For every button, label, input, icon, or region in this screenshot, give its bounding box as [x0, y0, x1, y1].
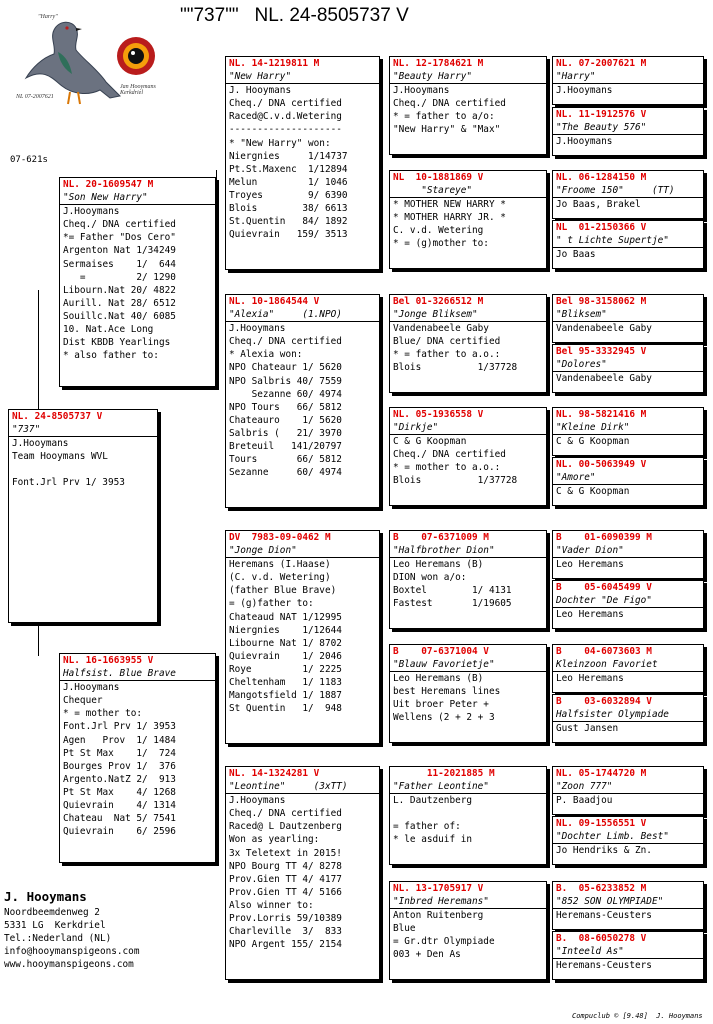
dam-card[interactable] [59, 653, 216, 863]
ring-number: B. 08-6050278 V [556, 933, 647, 944]
detail-line: Chateauro 1/ 5620 [229, 414, 342, 426]
detail-line: Argenton Nat 1/34249 [63, 245, 176, 257]
detail-line: Niergnies 1/14737 [229, 150, 348, 162]
ancestor-card[interactable] [552, 881, 704, 930]
pigeon-name: " t Lichte Supertje" [553, 234, 703, 248]
pigeon-name: Halfsister Olympiade [553, 708, 703, 722]
pigeon-name: "Froome 150" (TT) [553, 184, 703, 198]
detail-line: St.Quentin 84/ 1892 [229, 216, 348, 228]
pigeon-name: "Vader Dion" [553, 544, 703, 558]
detail-line: Sermaises 1/ 644 [63, 258, 176, 270]
detail-line: * MOTHER HARRY JR. * [393, 212, 506, 224]
pigeon-name: "Blauw Favorietje" [390, 658, 546, 672]
detail-line: (father Blue Brave) [229, 585, 337, 597]
detail-line: (C. v.d. Wetering) [229, 572, 331, 584]
detail-line: 003 + Den As [393, 949, 461, 961]
breeder-line: Leo Heremans (B) [393, 559, 484, 571]
detail-line: Blois 38/ 6613 [229, 203, 348, 215]
pigeon-name: "New Harry" [226, 70, 379, 84]
detail-line: Breteuil 141/20797 [229, 441, 342, 453]
detail-line: Wellens (2 + 2 + 3 [393, 712, 495, 724]
ring-number: NL. 05-1744720 M [556, 768, 647, 779]
detail-line: * "New Harry" won: [229, 137, 331, 149]
software-credit: Compuclub © [9.48] J. Hooymans [572, 1012, 703, 1020]
ring-number: NL. 14-1324281 V [229, 768, 320, 779]
pigeon-name: Kleinzoon Favoriet [553, 658, 703, 672]
detail-line: Argento.NatZ 2/ 913 [63, 773, 176, 785]
detail-line: Won as yearling: [229, 834, 320, 846]
detail-line: Quievrain 159/ 3513 [229, 229, 348, 241]
breeder-line: Leo Heremans (B) [393, 673, 484, 685]
ancestor-card[interactable] [552, 220, 704, 269]
detail-line: NPO Argent 155/ 2154 [229, 939, 342, 951]
dam-dam-card[interactable] [225, 766, 380, 980]
ring-number: NL. 00-5063949 V [556, 459, 647, 470]
breeder-name: J. Hooymans [4, 889, 87, 904]
ancestor-card[interactable] [552, 407, 704, 456]
breeder-line: Leo Heremans [556, 559, 624, 571]
ring-number: B 04-6073603 M [556, 646, 652, 657]
detail-line: Font.Jrl Prv 1/ 3953 [63, 721, 176, 733]
ring-number: NL. 05-1936558 V [393, 409, 484, 420]
breeder-contact [4, 888, 139, 971]
detail-line: Blois 1/37728 [393, 362, 518, 374]
detail-line: Pt St Max 1/ 724 [63, 747, 176, 759]
pigeon-name: "Dochter Limb. Best" [553, 830, 703, 844]
detail-line: C. v.d. Wetering [393, 225, 484, 237]
detail-line: Cheq./ DNA certified [229, 336, 342, 348]
ring-number: Bel 01-3266512 M [393, 296, 484, 307]
detail-line: Roye 1/ 2225 [229, 663, 342, 675]
great-grandparent-card[interactable] [389, 294, 547, 393]
ancestor-card[interactable] [552, 580, 704, 629]
pigeon-name: "Halfbrother Dion" [390, 544, 546, 558]
ancestor-card[interactable] [552, 530, 704, 579]
breeder-line: C & G Koopman [556, 436, 630, 448]
detail-line: Fastest 1/19605 [393, 598, 512, 610]
detail-line: 3x Teletext in 2015! [229, 847, 342, 859]
great-grandparent-card[interactable] [389, 530, 547, 629]
connector-line [216, 170, 217, 300]
ring-number: NL. 09-1556551 V [556, 818, 647, 829]
ancestor-card[interactable] [552, 294, 704, 343]
breeder-line: Heremans-Ceusters [556, 960, 652, 972]
detail-line: Chateaud NAT 1/12995 [229, 611, 342, 623]
ring-number: NL. 98-5821416 M [556, 409, 647, 420]
detail-line: * = father to a/o: [393, 111, 495, 123]
ring-number: B 05-6045499 V [556, 582, 652, 593]
pigeon-name: "Beauty Harry" [390, 70, 546, 84]
ancestor-card[interactable] [552, 694, 704, 743]
pigeon-name: "Son New Harry" [60, 191, 215, 205]
breeder-email[interactable]: info@hooymanspigeons.com [4, 946, 140, 958]
sire-sire-card[interactable] [225, 56, 380, 270]
pigeon-name: "Inbred Heremans" [390, 895, 546, 909]
pigeon-name: Halfsist. Blue Brave [60, 667, 215, 681]
pigeon-name: "Dolores" [553, 358, 703, 372]
detail-line: Souillc.Nat 40/ 6085 [63, 310, 176, 322]
breeder-line: * MOTHER NEW HARRY * [393, 199, 506, 211]
ring-number: NL 10-1881869 V [393, 172, 484, 183]
ring-number: DV 7983-09-0462 M [229, 532, 331, 543]
breeder-line: Vandenabeele Gaby [556, 323, 652, 335]
ring-number: 11-2021885 M [393, 768, 495, 779]
ring-number: B 07-6371009 M [393, 532, 489, 543]
logo [14, 12, 179, 112]
ring-number: NL. 06-1284150 M [556, 172, 647, 183]
pigeon-name: "852 SON OLYMPIADE" [553, 895, 703, 909]
detail-line: Niergnies 1/12644 [229, 624, 342, 636]
pigeon-name: "Inteeld As" [553, 945, 703, 959]
detail-line: Salbris ( 21/ 3970 [229, 427, 342, 439]
great-grandparent-card[interactable] [389, 170, 547, 269]
detail-line: Boxtel 1/ 4131 [393, 585, 512, 597]
pigeon-name: Dochter "De Figo" [553, 594, 703, 608]
ring-number: NL. 13-1705917 V [393, 883, 484, 894]
breeder-line: Leo Heremans [556, 609, 624, 621]
ring-number: NL. 10-1864544 V [229, 296, 320, 307]
ring-number: Bel 98-3158062 M [556, 296, 647, 307]
detail-line: Cheltenham 1/ 1183 [229, 677, 342, 689]
detail-line: NPO Salbris 40/ 7559 [229, 375, 342, 387]
detail-line [390, 807, 546, 820]
breeder-line: P. Baadjou [556, 795, 613, 807]
detail-line: Cheq./ DNA certified [393, 98, 506, 110]
detail-line: = Gr.dtr Olympiade [393, 936, 495, 948]
detail-line: * also father to: [63, 350, 159, 362]
detail-line: Troyes 9/ 6390 [229, 189, 348, 201]
pigeon-name: "Harry" [553, 70, 703, 84]
detail-line: Quievrain 6/ 2596 [63, 826, 176, 838]
breeder-line: Jo Hendriks & Zn. [556, 845, 652, 857]
subject-card[interactable] [8, 409, 158, 623]
ring-number: NL. 14-1219811 M [229, 58, 320, 69]
detail-line: Libourne Nat 1/ 8702 [229, 637, 342, 649]
breeder-line: Jo Baas, Brakel [556, 199, 641, 211]
detail-line: St Quentin 1/ 948 [229, 703, 342, 715]
ring-number: B 07-6371004 V [393, 646, 489, 657]
detail-line: * = mother to: [63, 708, 143, 720]
breeder-line: J.Hooymans [229, 795, 286, 807]
breeder-street: Noordbeemdenweg 2 [4, 907, 100, 918]
page-title: ""737"" NL. 24-8505737 V [180, 5, 409, 26]
detail-line: Blois 1/37728 [393, 475, 518, 487]
detail-line: Tours 66/ 5812 [229, 454, 342, 466]
pigeon-name: "Alexia" (1.NPO) [226, 308, 379, 322]
detail-line: = father of: [393, 821, 461, 833]
breeder-city: 5331 LG Kerkdriel [4, 920, 106, 932]
great-grandparent-card[interactable] [389, 644, 547, 743]
breeder-line: Vandenabeele Gaby [393, 323, 489, 335]
logo-ring-tag: NL 07-2007621 [16, 94, 54, 100]
pigeon-name: "Dirkje" [390, 421, 546, 435]
breeder-line: Heremans-Ceusters [556, 910, 652, 922]
detail-line: Quievrain 4/ 1314 [63, 800, 176, 812]
breeder-line: C & G Koopman [556, 486, 630, 498]
detail-line: Team Hooymans WVL [12, 451, 108, 463]
great-grandparent-card[interactable] [389, 407, 547, 506]
detail-line: = 2/ 1290 [63, 271, 176, 283]
detail-line: DION won a/o: [393, 572, 467, 584]
detail-line: * Alexia won: [229, 349, 303, 361]
breeder-line: Vandenabeele Gaby [556, 373, 652, 385]
pigeon-name: "737" [9, 423, 157, 437]
ring-number: NL. 11-1912576 V [556, 109, 647, 120]
detail-line: 10. Nat.Ace Long [63, 324, 154, 336]
breeder-line: L. Dautzenberg [393, 795, 473, 807]
detail-line: best Heremans lines [393, 686, 501, 698]
ring-number: B 03-6032894 V [556, 696, 652, 707]
detail-line: Raced@C.v.d.Wetering [229, 111, 342, 123]
detail-line: Quievrain 1/ 2046 [229, 650, 342, 662]
breeder-line: J.Hooymans [556, 85, 613, 97]
dam-sire-card[interactable] [225, 530, 380, 744]
detail-line: * le asduif in [393, 834, 473, 846]
great-grandparent-card[interactable] [389, 881, 547, 980]
ancestor-card[interactable] [552, 766, 704, 815]
breeder-line: Leo Heremans [556, 673, 624, 685]
detail-line: Bourges Prov 1/ 376 [63, 760, 176, 772]
detail-line: Dist KBDB Yearlings [63, 337, 171, 349]
detail-line: Chateau Nat 5/ 7541 [63, 813, 176, 825]
detail-line: Mangotsfield 1/ 1887 [229, 690, 342, 702]
detail-line: Cheq./ DNA certified [229, 808, 342, 820]
detail-line: Pt St Max 4/ 1268 [63, 786, 176, 798]
breeder-line: J. Hooymans [229, 85, 292, 97]
ring-number: NL. 07-2007621 M [556, 58, 647, 69]
sire-dam-card[interactable] [225, 294, 380, 508]
ancestor-card[interactable] [552, 56, 704, 105]
breeder-line: Anton Ruitenberg [393, 910, 484, 922]
ring-number: NL. 12-1784621 M [393, 58, 484, 69]
detail-line: Blue [393, 923, 416, 935]
detail-line: NPO Bourg TT 4/ 8278 [229, 860, 342, 872]
pigeon-name: "Kleine Dirk" [553, 421, 703, 435]
detail-line: NPO Chateaur 1/ 5620 [229, 362, 342, 374]
connector-line [38, 290, 39, 410]
ring-number: Bel 95-3332945 V [556, 346, 647, 357]
connector-line [216, 690, 217, 765]
breeder-phone: Tel.:Nederland (NL) [4, 933, 112, 945]
detail-line: * = mother to a.o.: [393, 462, 501, 474]
pigeon-name: "Stareye" [390, 184, 546, 198]
breeder-line: Gust Jansen [556, 723, 619, 735]
pigeon-icon [26, 22, 120, 104]
pigeon-name: "Jonge Bliksem" [390, 308, 546, 322]
detail-line: Libourn.Nat 20/ 4822 [63, 284, 176, 296]
ring-number: B 01-6090399 M [556, 532, 652, 543]
ancestor-card[interactable] [552, 644, 704, 693]
pigeon-name: "Leontine" (3xTT) [226, 780, 379, 794]
ring-number: NL 01-2150366 V [556, 222, 647, 233]
breeder-line: J.Hooymans [229, 323, 286, 335]
ancestor-card[interactable] [552, 931, 704, 980]
pigeon-name: "Amore" [553, 471, 703, 485]
detail-line: "New Harry" & "Max" [393, 124, 501, 136]
detail-line: Cheq./ DNA certified [229, 98, 342, 110]
detail-line: Blue/ DNA certified [393, 336, 501, 348]
detail-line: Prov.Gien TT 4/ 5166 [229, 886, 342, 898]
logo-caption: "Harry" [38, 14, 58, 20]
breeder-line: Heremans (I.Haase) [229, 559, 331, 571]
ancestor-card[interactable] [552, 344, 704, 393]
great-grandparent-card[interactable] [389, 56, 547, 155]
detail-line: NPO Tours 66/ 5812 [229, 401, 342, 413]
detail-line: -------------------- [229, 124, 342, 136]
detail-line: Also winner to: [229, 899, 314, 911]
sire-card[interactable] [59, 177, 216, 387]
pigeon-name: "Bliksem" [553, 308, 703, 322]
detail-line: Chequer [63, 695, 103, 707]
detail-line: Agen Prov 1/ 1484 [63, 734, 176, 746]
ancestor-card[interactable] [552, 457, 704, 506]
detail-line: Uit broer Peter + [393, 699, 489, 711]
detail-line: Prov.Gien TT 4/ 4177 [229, 873, 342, 885]
ring-number: NL. 20-1609547 M [63, 179, 154, 190]
breeder-line: J.Hooymans [393, 85, 450, 97]
eye-icon [117, 37, 155, 75]
pigeon-name: "Jonge Dion" [226, 544, 379, 558]
breeder-website[interactable]: www.hooymanspigeons.com [4, 959, 134, 971]
detail-line: Sezanne 60/ 4974 [229, 467, 342, 479]
detail-line: Charleville 3/ 833 [229, 926, 342, 938]
breeder-line: Jo Baas [556, 249, 596, 261]
ring-number: B. 05-6233852 M [556, 883, 647, 894]
ancestor-card[interactable] [552, 816, 704, 865]
reference-code: 07-621s [10, 155, 48, 165]
detail-line: Font.Jrl Prv 1/ 3953 [12, 477, 125, 489]
breeder-line: J.Hooymans [63, 682, 120, 694]
detail-line: *= Father "Dos Cero" [63, 232, 176, 244]
detail-line: Aurill. Nat 28/ 6512 [63, 297, 176, 309]
ancestor-card[interactable] [552, 107, 704, 156]
great-grandparent-card[interactable] [389, 766, 547, 865]
breeder-line: J.Hooymans [63, 206, 120, 218]
pigeon-name: "Father Leontine" [390, 780, 546, 794]
detail-line: Cheq./ DNA certified [393, 449, 506, 461]
pigeon-name: "Zoon 777" [553, 780, 703, 794]
detail-line: Raced@ L Dautzenberg [229, 821, 342, 833]
detail-line: Cheq./ DNA certified [63, 219, 176, 231]
detail-line: = (g)father to: [229, 598, 314, 610]
breeder-line: J.Hooymans [12, 438, 69, 450]
detail-line: Melun 1/ 1046 [229, 176, 348, 188]
breeder-line: C & G Koopman [393, 436, 467, 448]
ring-number: NL. 16-1663955 V [63, 655, 154, 666]
detail-line: Pt.St.Maxenc 1/12894 [229, 163, 348, 175]
pigeon-name: "The Beauty 576" [553, 121, 703, 135]
logo-owner: Jan Hooymans Kerkdriel [120, 84, 156, 96]
ancestor-card[interactable] [552, 170, 704, 219]
detail-line: * = (g)mother to: [393, 238, 489, 250]
breeder-line: J.Hooymans [556, 136, 613, 148]
detail-line: * = father to a.o.: [393, 349, 501, 361]
detail-line: Sezanne 60/ 4974 [229, 388, 342, 400]
detail-line [9, 463, 157, 476]
ring-number: NL. 24-8505737 V [12, 411, 103, 422]
detail-line: Prov.Lorris 59/10389 [229, 913, 342, 925]
